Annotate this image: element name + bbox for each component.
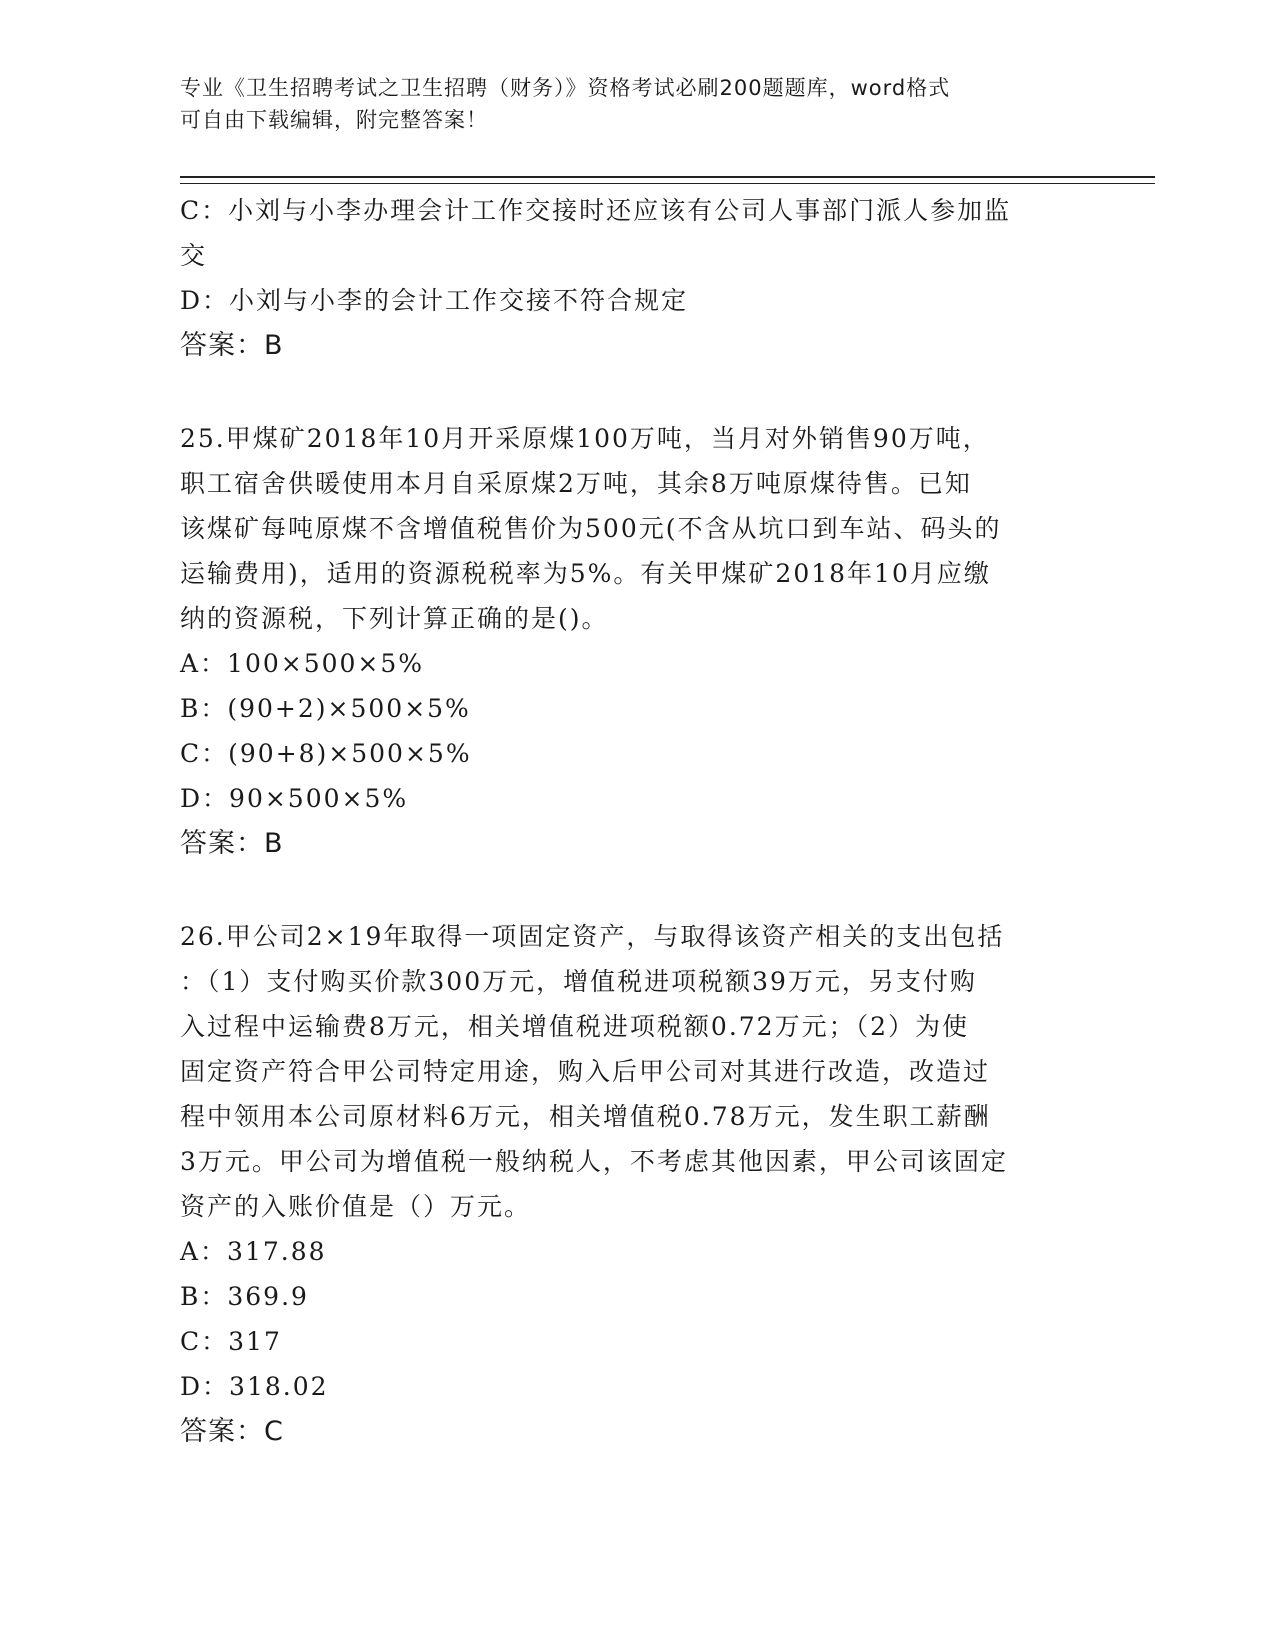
q26-option-a: A：317.88 xyxy=(180,1237,327,1266)
q26-answer: 答案：C xyxy=(180,1416,284,1447)
q26-stem-line: 26.甲公司2×19年取得一项固定资产，与取得该资产相关的支出包括 xyxy=(180,922,1005,951)
q25-stem-line: 职工宿舍供暖使用本月自采原煤2万吨，其余8万吨原煤待售。已知 xyxy=(180,469,972,498)
q26-stem-line: 程中领用本公司原材料6万元，相关增值税0.78万元，发生职工薪酬 xyxy=(180,1102,991,1131)
q25-stem-line: 纳的资源税，下列计算正确的是()。 xyxy=(180,604,609,633)
q26-stem-line: 资产的入账价值是（）万元。 xyxy=(180,1192,532,1221)
q26-stem-line: ：（1）支付购买价款300万元，增值税进项税额39万元，另支付购 xyxy=(180,967,977,996)
header-line-2: 可自由下载编辑，附完整答案！ xyxy=(180,108,488,132)
header-rule-thick xyxy=(180,176,1155,178)
question-25 xyxy=(180,416,1090,866)
q24-option-c-line2: 交 xyxy=(180,241,208,270)
q24-option-c-line1: C：小刘与小李办理会计工作交接时还应该有公司人事部门派人参加监 xyxy=(180,196,1012,225)
q25-stem-line: 25.甲煤矿2018年10月开采原煤100万吨，当月对外销售90万吨， xyxy=(180,424,990,453)
q25-stem-line: 该煤矿每吨原煤不含增值税售价为500元(不含从坑口到车站、码头的 xyxy=(180,514,1002,543)
page-header xyxy=(180,72,1040,136)
header-line-1: 专业《卫生招聘考试之卫生招聘（财务）》资格考试必刷200题题库，word格式 xyxy=(180,76,951,100)
document-body xyxy=(180,188,1090,1454)
q25-option-c: C：(90+8)×500×5% xyxy=(180,739,472,768)
q26-option-d: D：318.02 xyxy=(180,1372,329,1401)
q26-stem-line: 固定资产符合甲公司特定用途，购入后甲公司对其进行改造，改造过 xyxy=(180,1057,991,1086)
spacer xyxy=(180,866,1090,914)
q25-stem-line: 运输费用)，适用的资源税税率为5%。有关甲煤矿2018年10月应缴 xyxy=(180,559,991,588)
q26-option-c: C：317 xyxy=(180,1327,282,1356)
q26-option-b: B：369.9 xyxy=(180,1282,309,1311)
q26-stem-line: 3万元。甲公司为增值税一般纳税人，不考虑其他因素，甲公司该固定 xyxy=(180,1147,1008,1176)
question-26 xyxy=(180,914,1090,1454)
spacer xyxy=(180,368,1090,416)
q25-option-d: D：90×500×5% xyxy=(180,784,409,813)
question-24-tail xyxy=(180,188,1090,368)
q25-option-b: B：(90+2)×500×5% xyxy=(180,694,471,723)
q25-answer: 答案：B xyxy=(180,828,284,859)
q26-stem-line: 入过程中运输费8万元，相关增值税进项税额0.72万元；（2）为使 xyxy=(180,1012,969,1041)
q24-answer: 答案：B xyxy=(180,330,284,361)
q25-option-a: A：100×500×5% xyxy=(180,649,425,678)
q24-option-d: D：小刘与小李的会计工作交接不符合规定 xyxy=(180,286,689,315)
header-rule-thin xyxy=(180,183,1155,184)
